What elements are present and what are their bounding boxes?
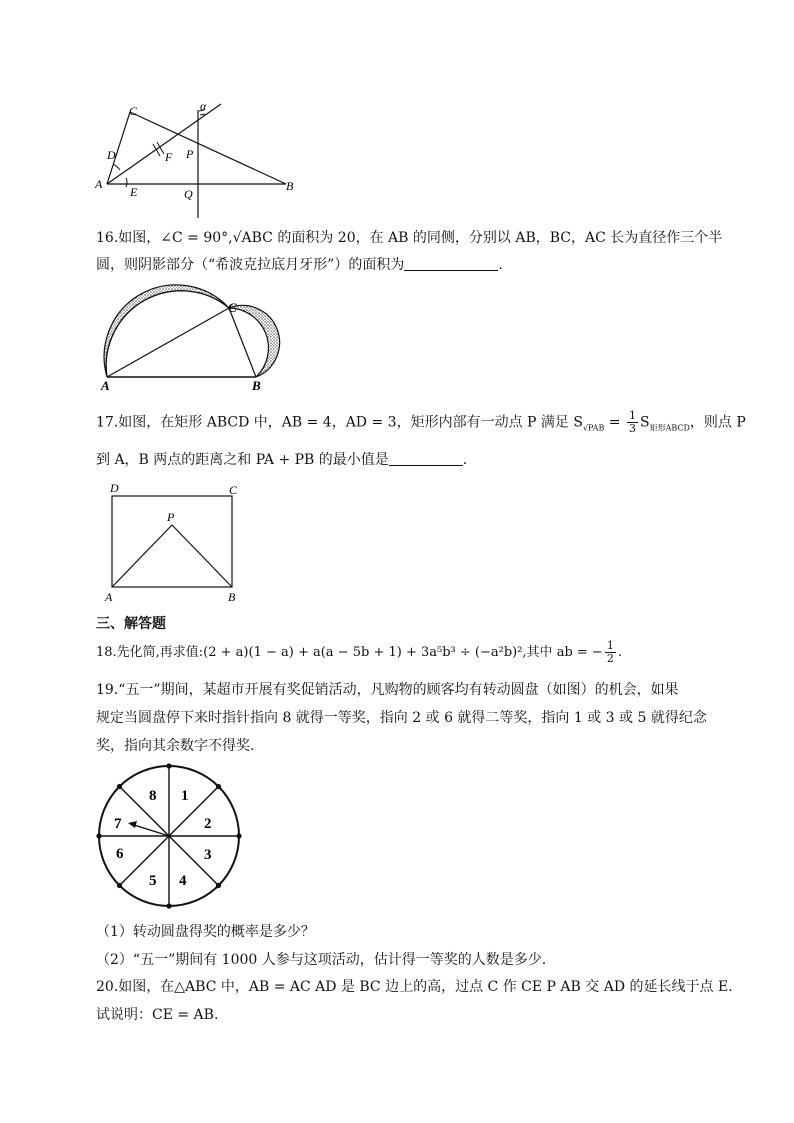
wheel-number-8: 8 <box>149 788 157 804</box>
q17-sub-rect: 矩形ABCD <box>649 423 690 433</box>
q17-eq: = <box>604 414 625 431</box>
section-heading-answers: 三、解答题 <box>96 616 166 632</box>
q18-fraction <box>605 640 616 665</box>
q17-line1-b: ，则点 P <box>689 414 746 431</box>
q16-answer-blank[interactable] <box>404 256 498 271</box>
q17-line2 <box>96 450 467 470</box>
fig15-label-b: B <box>286 179 294 193</box>
q17-s2: S <box>639 414 650 431</box>
q18-frac-den: 2 <box>606 652 614 665</box>
q19-line2: 规定当圆盘停下来时指针指向 8 就得一等奖，指向 2 或 6 就得二等奖，指向 1 或 3 或 5 就得纪念 <box>96 710 707 726</box>
fig15-label-q: Q <box>184 187 193 201</box>
figure-q16-lunes <box>96 282 286 394</box>
q18-end: . <box>617 645 622 660</box>
q17-line1 <box>96 410 746 440</box>
q17-line2-text: 到 A，B 两点的距离之和 PA + PB 的最小值是 <box>96 452 389 468</box>
wheel-number-5: 5 <box>149 873 157 889</box>
q17-line1-a: 17.如图，在矩形 ABCD 中，AB = 4，AD = 3，矩形内部有一动点 P 满足 S <box>96 414 583 431</box>
fig17-label-b: B <box>228 590 236 604</box>
fig16-label-b: B <box>252 378 261 393</box>
q17-frac-den: 3 <box>628 422 636 435</box>
q17-frac-num: 1 <box>628 409 636 422</box>
q17-line2-end: . <box>462 452 468 468</box>
q19-line1: 19.“五一”期间，某超市开展有奖促销活动，凡购物的顾客均有转动圆盘（如图）的机会，如果 <box>96 682 679 698</box>
fig15-label-alpha: α <box>200 99 207 113</box>
q20-line2: 试说明：CE = AB. <box>96 1007 219 1023</box>
fig17-label-d: D <box>110 481 119 495</box>
q16-line1: 16.如图，∠C = 90°,√ABC 的面积为 20，在 AB 的同侧，分别以 AB，BC，AC 长为直径作三个半 <box>96 230 723 246</box>
fig15-label-e: E <box>130 185 138 199</box>
wheel-number-7: 7 <box>114 816 122 832</box>
fig15-label-p: P <box>186 147 194 161</box>
q16-line2-text: 圆，则阴影部分（“希波克拉底月牙形”）的面积为 <box>96 257 405 273</box>
q18-text: 18.先化简,再求值:(2 + a)(1 − a) + a(a − 5b + 1) + 3a⁵b³ ÷ (−a²b)²,其中 ab = − <box>96 645 603 660</box>
fig17-label-p: P <box>167 510 175 524</box>
wheel-number-2: 2 <box>204 816 212 832</box>
q20-line1: 20.如图，在△ABC 中，AB = AC AD 是 BC 边上的高，过点 C 作 CE P AB 交 AD 的延长线于点 E. <box>96 979 733 995</box>
fig17-label-c: C <box>229 483 238 497</box>
q17-fraction <box>627 410 638 435</box>
fig15-label-f: F <box>165 150 173 164</box>
fig15-label-a: A <box>95 177 103 191</box>
figure-q19-spinner-wheel <box>93 762 245 914</box>
fig15-label-d: D <box>107 148 116 162</box>
wheel-number-4: 4 <box>179 873 187 889</box>
wheel-number-3: 3 <box>204 847 212 863</box>
wheel-number-1: 1 <box>181 788 189 804</box>
fig16-label-a: A <box>101 378 110 393</box>
fig15-label-c: C <box>129 104 138 118</box>
q19-sub1: （1）转动圆盘得奖的概率是多少？ <box>96 924 315 940</box>
wheel-number-6: 6 <box>116 846 124 862</box>
fig16-label-c: C <box>228 300 237 315</box>
q17-answer-blank[interactable] <box>389 451 463 466</box>
q18-line <box>96 640 622 666</box>
q19-sub2: （2）“五一”期间有 1000 人参与这项活动，估计得一等奖的人数是多少. <box>96 952 547 968</box>
fig17-label-a: A <box>105 590 113 604</box>
q19-line3: 奖，指向其余数字不得奖. <box>96 738 255 754</box>
q18-frac-num: 1 <box>606 639 614 652</box>
q17-sub-pab: √PAB <box>582 423 605 433</box>
figure-q15 <box>90 98 310 220</box>
figure-q17-rectangle <box>98 478 248 604</box>
q16-line2-end: . <box>498 257 503 273</box>
q16-line2 <box>96 255 503 275</box>
